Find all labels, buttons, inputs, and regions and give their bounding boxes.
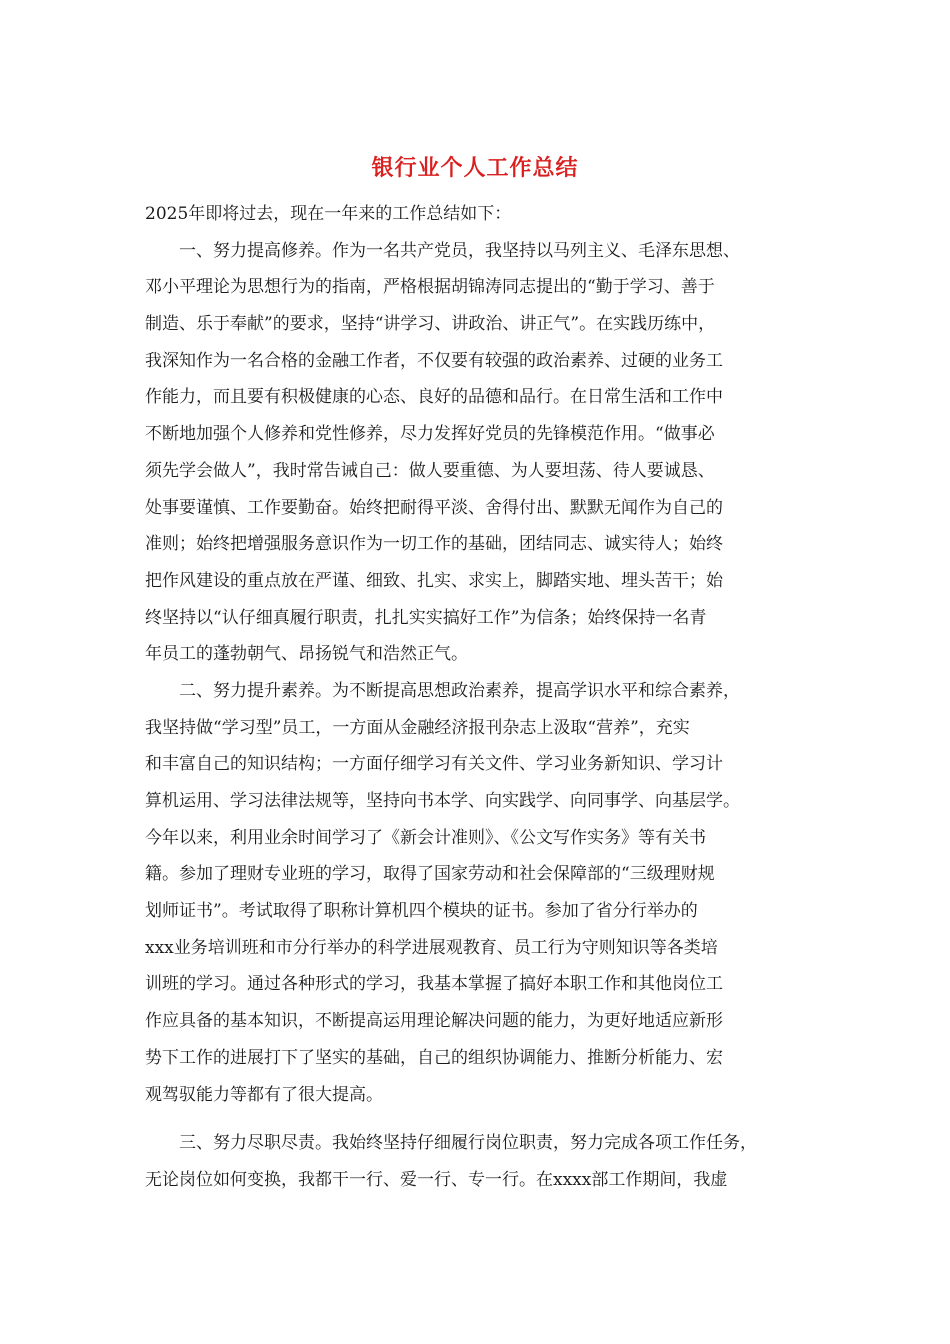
text-line: 今年以来，利用业余时间学习了《新会计准则》、《公文写作实务》等有关书 — [145, 827, 706, 848]
text-line: 准则；始终把增强服务意识作为一切工作的基础，团结同志、诚实待人；始终 — [145, 534, 723, 555]
text-line: 二、努力提升素养。为不断提高思想政治素养，提高学识水平和综合素养， — [179, 680, 740, 701]
text-line: 年员工的蓬勃朝气、昂扬锐气和浩然正气。 — [145, 644, 468, 665]
text-line: 把作风建设的重点放在严谨、细致、扎实、求实上，脚踏实地、埋头苦干；始 — [145, 570, 723, 591]
text-line: 处事要谨慎、工作要勤奋。始终把耐得平淡、舍得付出、默默无闻作为自己的 — [145, 497, 723, 518]
text-line: 我深知作为一名合格的金融工作者，不仅要有较强的政治素养、过硬的业务工 — [145, 350, 723, 371]
text-line: 制造、乐于奉献”的要求，坚持“讲学习、讲政治、讲正气”。在实践历练中， — [145, 314, 716, 335]
text-line: 和丰富自己的知识结构；一方面仔细学习有关文件、学习业务新知识、学习计 — [145, 754, 723, 775]
text-line: 2025年即将过去，现在一年来的工作总结如下： — [145, 204, 512, 224]
text-line: 三、努力尽职尽责。我始终坚持仔细履行岗位职责，努力完成各项工作任务， — [179, 1133, 757, 1154]
document-title: 银行业个人工作总结 — [371, 155, 579, 181]
text-line: 无论岗位如何变换，我都干一行、爱一行、专一行。在xxxx部工作期间，我虚 — [145, 1169, 728, 1190]
text-line: 须先学会做人”，我时常告诫自己：做人要重德、为人要坦荡、待人要诚恳、 — [145, 460, 715, 481]
text-line: 不断地加强个人修养和党性修养，尽力发挥好党员的先锋模范作用。“做事必 — [145, 424, 715, 445]
text-line: 划师证书”。考试取得了职称计算机四个模块的证书。参加了省分行举办的 — [145, 901, 698, 922]
text-line: xxx业务培训班和市分行举办的科学进展观教育、员工行为守则知识等各类培 — [145, 937, 718, 958]
document-body — [145, 196, 805, 1199]
text-line: 作能力，而且要有积极健康的心态、良好的品德和品行。在日常生活和工作中 — [145, 387, 723, 408]
text-line: 势下工作的进展打下了坚实的基础，自己的组织协调能力、推断分析能力、宏 — [145, 1047, 723, 1068]
text-line: 终坚持以“认仔细真履行职责，扎扎实实搞好工作”为信条；始终保持一名青 — [145, 607, 707, 628]
text-line: 我坚持做“学习型”员工，一方面从金融经济报刊杂志上汲取“营养”，充实 — [145, 717, 690, 738]
text-line: 观驾驭能力等都有了很大提高。 — [145, 1084, 383, 1105]
text-line: 作应具备的基本知识，不断提高运用理论解决问题的能力，为更好地适应新形 — [145, 1011, 723, 1032]
text-line: 邓小平理论为思想行为的指南，严格根据胡锦涛同志提出的“勤于学习、善于 — [145, 277, 715, 298]
text-line: 训班的学习。通过各种形式的学习，我基本掌握了搞好本职工作和其他岗位工 — [145, 974, 723, 995]
text-line: 算机运用、学习法律法规等，坚持向书本学、向实践学、向同事学、向基层学。 — [145, 791, 740, 811]
text-line: 籍。参加了理财专业班的学习，取得了国家劳动和社会保障部的“三级理财规 — [145, 864, 715, 885]
text-line: 一、努力提高修养。作为一名共产党员，我坚持以马列主义、毛泽东思想、 — [179, 240, 740, 261]
